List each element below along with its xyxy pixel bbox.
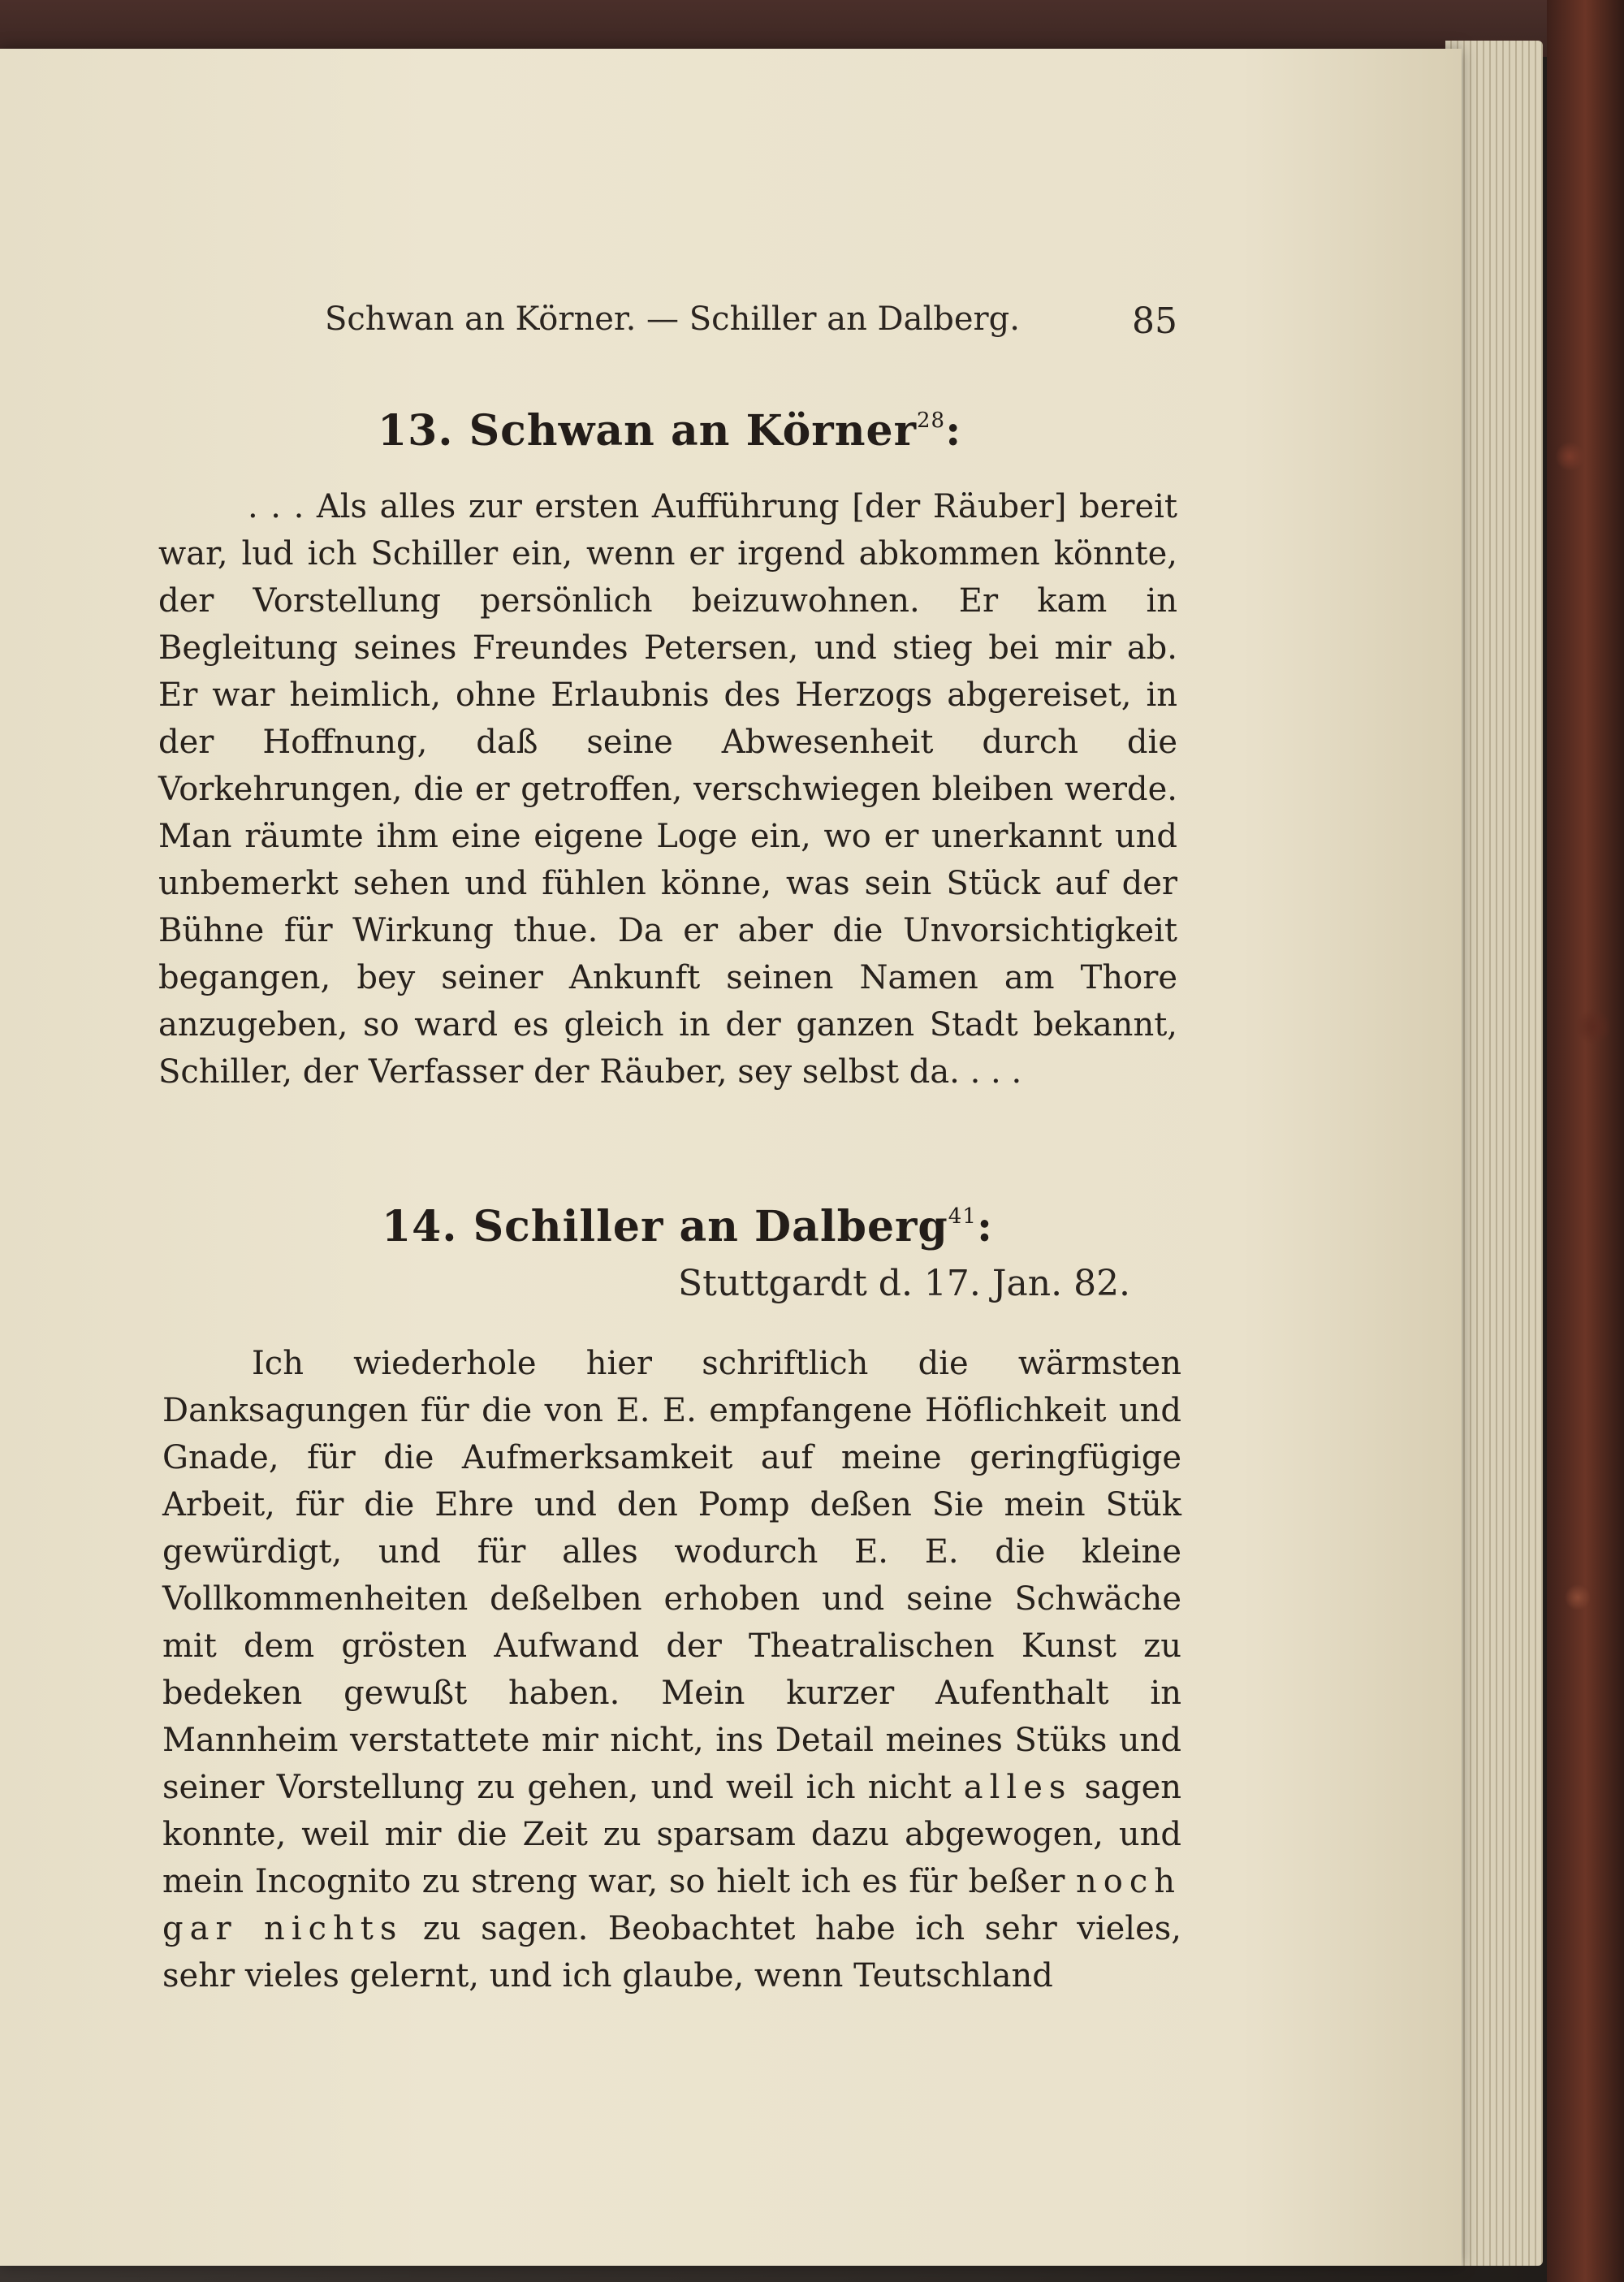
emphasis-alles: alles: [963, 1769, 1073, 1806]
letter-dateline: Stuttgardt d. 17. Jan. 82.: [678, 1263, 1131, 1304]
footnote-ref-28: 28: [916, 408, 946, 433]
letter-text-part2: sagen konnte, weil mir die Zeit zu sparsam dazu abgewogen, und mein Incognito zu streng war, so hielt ich es für beßer: [162, 1769, 1182, 1900]
section-14-text: [162, 1340, 1181, 1999]
section-13-title: 13. Schwan an Körner: [378, 406, 917, 456]
running-title: Schwan an Körner. — Schiller an Dalberg.: [325, 300, 1020, 338]
running-header: [325, 292, 1177, 357]
book-page: [0, 49, 1462, 2266]
letter-text-part3: zu sagen. Beobachtet habe ich sehr vieles, sehr vieles gelernt, und ich glaube, wenn Teutschland: [162, 1910, 1181, 1995]
book-cover-edge: [1547, 0, 1624, 2282]
heading-colon: :: [945, 406, 962, 456]
emphasis-noch-gar-nichts: noch gar nichts: [162, 1863, 1181, 1947]
section-14-heading: [382, 1202, 993, 1251]
letter-text-part1: Ich wiederhole hier schriftlich die wärmsten Danksagungen für die von E. E. empfangene Höflichkeit und Gnade, für die Aufmerksamkeit auf meine geringfügige Arbeit, für die Ehre und den Pomp deßen Sie mein Stük gewürdigt, und für alles wodurch E. E. die kleine Vollkommenheiten deßelben erhoben und seine Schwäche mit dem grösten Aufwand der Theatralischen Kunst zu bedeken gewußt haben. Mein kurzer Aufenthalt in Mannheim verstattete mir nicht, ins Detail meines Stüks und seiner Vorstellung zu gehen, und weil ich nicht: [162, 1345, 1181, 1806]
section-14-title: 14. Schiller an Dalberg: [382, 1202, 948, 1251]
page-number: 85: [1132, 300, 1177, 342]
section-13-heading: [378, 406, 961, 456]
heading-colon: :: [976, 1202, 994, 1251]
footnote-ref-41: 41: [948, 1204, 977, 1229]
section-13-text: . . . Als alles zur ersten Aufführung [der Räuber] bereit war, lud ich Schiller ein, wenn er irgend abkommen könnte, der Vorstellung persönlich beizuwohnen. Er kam in Begleitung seines Freundes Petersen, und stieg bei mir ab. Er war heimlich, ohne Erlaubnis des Herzogs abgereiset, in der Hoffnung, daß seine Abwesenheit durch die Vorkehrungen, die er getroffen, verschwiegen bleiben werde. Man räumte ihm eine eigene Loge ein, wo er unerkannt und unbemerkt sehen und fühlen könne, was sein Stück auf der Bühne für Wirkung thue. Da er aber die Unvorsichtigkeit begangen, bey seiner Ankunft seinen Namen am Thore anzugeben, so ward es gleich in der ganzen Stadt bekannt, Schiller, der Verfasser der Räuber, sey selbst da. . . .: [158, 488, 1177, 1091]
